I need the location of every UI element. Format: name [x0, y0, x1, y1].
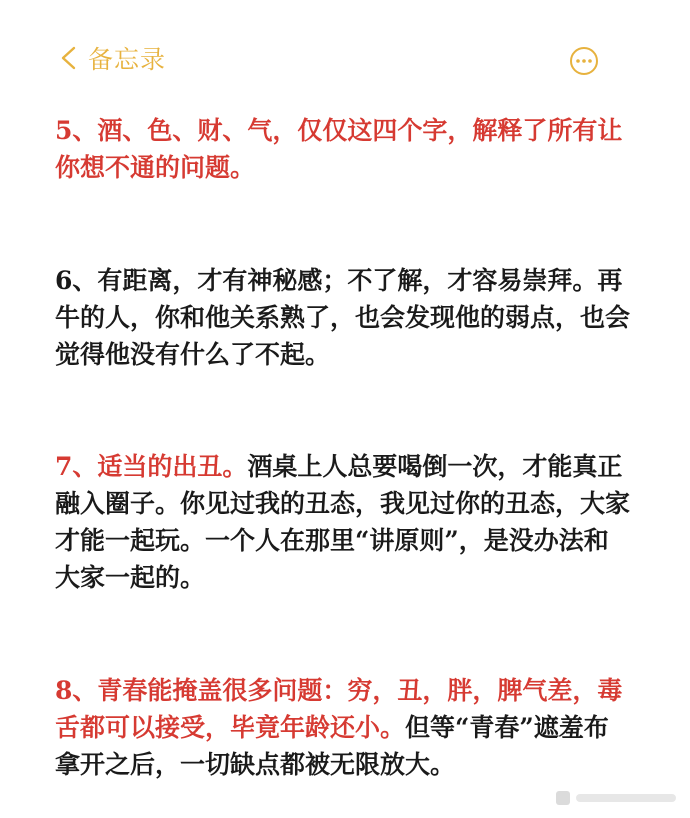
note-paragraph-6	[55, 262, 630, 373]
chevron-left-icon	[56, 45, 82, 71]
ellipsis-circle-icon[interactable]	[569, 46, 599, 76]
body-text: 6、有距离，才有神秘感；不了解，才容易崇拜。再牛的人，你和他关系熟了，也会发现他的弱点，也会觉得他没有什么了不起。	[55, 266, 631, 369]
note-paragraph-7	[55, 448, 630, 596]
body-text: 但等“青春”遮羞布拿开之后，一切缺点都被无限放大。	[55, 713, 609, 779]
highlight-text: 7、适当的出丑。	[55, 452, 248, 481]
back-label: 备忘录	[88, 45, 167, 74]
note-paragraph-5	[55, 112, 630, 186]
watermark-logo	[556, 787, 682, 809]
highlight-text: 5、酒、色、财、气，仅仅这四个字，解释了所有让你想不通的问题。	[55, 116, 623, 182]
highlight-text: 8、青春能掩盖很多问题：穷，丑，胖，脾气差，毒舌都可以接受，毕竟年龄还小。	[55, 676, 623, 742]
note-paragraph-8	[55, 672, 630, 783]
back-button[interactable]	[56, 40, 166, 76]
top-bar	[0, 0, 690, 100]
body-text: 酒桌上人总要喝倒一次，才能真正融入圈子。你见过我的丑态，我见过你的丑态，大家才能一起玩。一个人在那里“讲原则”，是没办法和大家一起的。	[55, 452, 631, 592]
